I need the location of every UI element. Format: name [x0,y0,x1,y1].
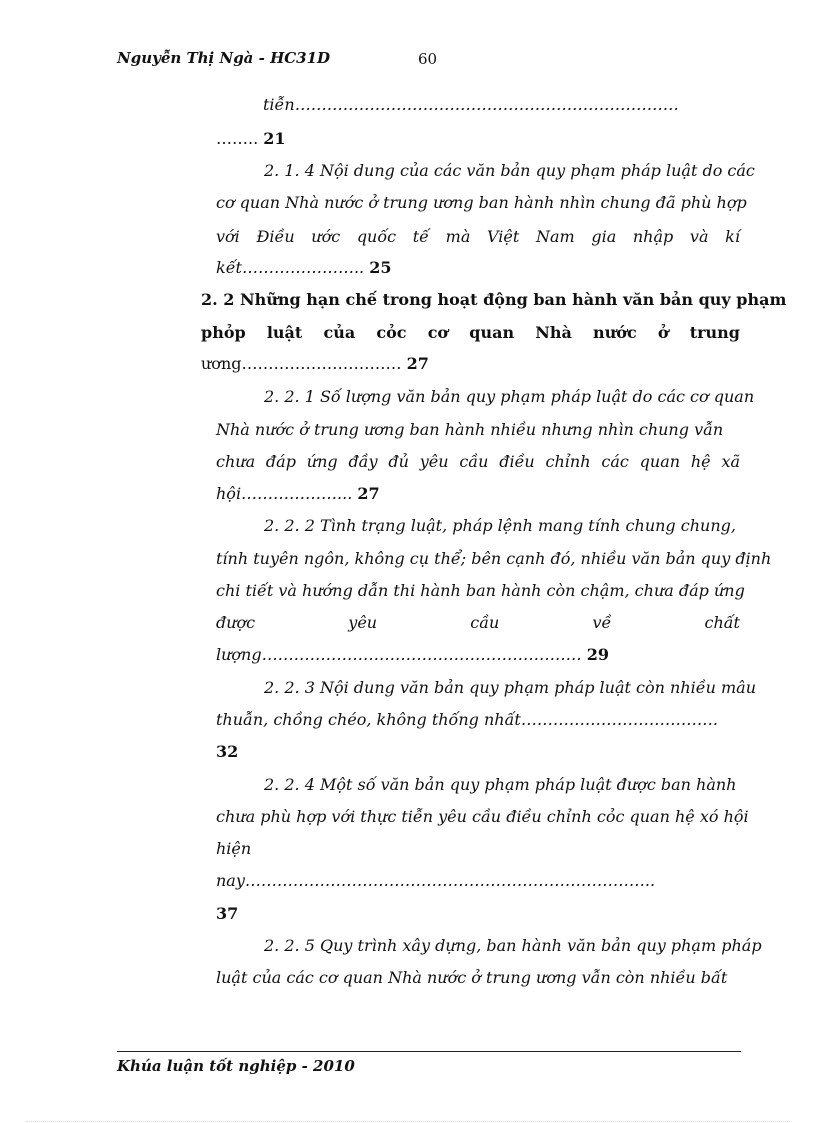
toc-line: luật của các cơ quan Nhà nước ở trung ương vẫn còn nhiều bất [216,968,728,987]
word: đáp [265,452,296,471]
word: yêu [348,613,378,632]
word: Nhà [535,323,572,342]
word: ở [657,323,669,342]
toc-line [216,258,392,278]
toc-entry-title: 2. 2. 1 Số lượng văn bản quy phạm pháp luật do các cơ quan [264,387,755,406]
word: các [601,452,629,471]
toc-line: Nhà nước ở trung ương ban hành nhiều nhưng nhìn chung vẫn [216,420,724,439]
toc-section-title: 2. 2 Những hạn chế trong hoạt động ban hành văn bản quy phạm [201,290,787,309]
word: của [323,323,356,342]
toc-entry-title: 2. 2. 2 Tình trạng luật, pháp lệnh mang tính chung chung, [264,516,736,535]
toc-line: cơ quan Nhà nước ở trung ương ban hành nhìn chung đã phù hợp [216,193,747,212]
word: nhập [632,227,674,246]
word: mà [445,227,471,246]
word: quốc [356,227,397,246]
word: gia [591,227,617,246]
toc-dots: hội………………... [216,484,353,503]
toc-line [201,354,429,374]
word: tế [412,227,430,246]
word: cầu [470,613,500,632]
toc-entry-title: 2. 2. 3 Nội dung văn bản quy phạm pháp luật còn nhiều mâu [264,678,756,697]
word: và [689,227,709,246]
page-number: 60 [418,50,438,68]
word: quan [469,323,515,342]
toc-dots: kết………………….. [216,258,365,277]
toc-line: tính tuyên ngôn, không cụ thể; bên cạnh đó, nhiều văn bản quy định [216,549,772,568]
toc-line: hiện [216,839,252,858]
toc-dots: ương………………………… [201,354,402,373]
word: quan [639,452,681,471]
toc-page-ref: 29 [586,645,609,664]
word: ứng [306,452,338,471]
toc-justified-line [216,227,740,247]
word: Việt [487,227,520,246]
toc-line: thuẫn, chồng chéo, không thống nhất………………………………. [216,710,718,729]
footer-text: Khúa luận tốt nghiệp - 2010 [117,1057,355,1075]
word: nước [593,323,637,342]
toc-entry-title: 2. 2. 5 Quy trình xây dựng, ban hành văn bản quy phạm pháp [264,936,762,955]
header-author: Nguyễn Thị Ngà - HC31D [117,49,331,67]
word: với [216,227,240,246]
word: phỏp [201,323,246,342]
word: chỉnh [545,452,591,471]
toc-line: tiễn……………………………………………………………… [263,95,679,114]
word: luật [266,323,303,342]
word: kí [725,227,740,246]
footer-divider [117,1051,741,1052]
word: trung [689,323,740,342]
word: chất [704,613,740,632]
toc-page-ref: 27 [406,354,429,373]
word: cỏc [376,323,407,342]
toc-dots: lượng…………………………………………………… [216,645,582,664]
toc-line [216,129,286,149]
toc-justified-line [216,613,740,633]
word: Điều [256,227,295,246]
word: điều [499,452,535,471]
toc-page-ref: 21 [263,129,286,148]
word: ước [311,227,341,246]
toc-entry-title: 2. 1. 4 Nội dung của các văn bản quy phạm pháp luật do các [264,161,755,180]
word: về [592,613,612,632]
word: cầu [459,452,489,471]
toc-justified-line [216,452,740,472]
toc-line: nay………………………………………………………………….. [216,871,656,890]
word: xã [721,452,740,471]
word: đủ [388,452,409,471]
word: được [216,613,256,632]
toc-line [216,484,380,504]
word: đầy [348,452,378,471]
toc-line: chi tiết và hướng dẫn thi hành ban hành còn chậm, chưa đáp ứng [216,581,745,600]
toc-entry-title: 2. 2. 4 Một số văn bản quy phạm pháp luật được ban hành [264,775,737,794]
toc-page-ref: 32 [216,742,239,761]
word: cơ [427,323,449,342]
toc-line [216,645,609,665]
toc-page-ref: 37 [216,904,239,923]
word: yêu [419,452,449,471]
word: Nam [535,227,575,246]
toc-line: chưa phù hợp với thực tiễn yêu cầu điều chỉnh cỏc quan hệ xó hội [216,807,749,826]
toc-justified-line [201,323,740,343]
page-bottom-border [26,1121,790,1122]
word: hệ [690,452,711,471]
toc-page-ref: 25 [369,258,392,277]
toc-page-ref: 27 [357,484,380,503]
word: chưa [216,452,256,471]
toc-dots: …….. [216,129,259,148]
